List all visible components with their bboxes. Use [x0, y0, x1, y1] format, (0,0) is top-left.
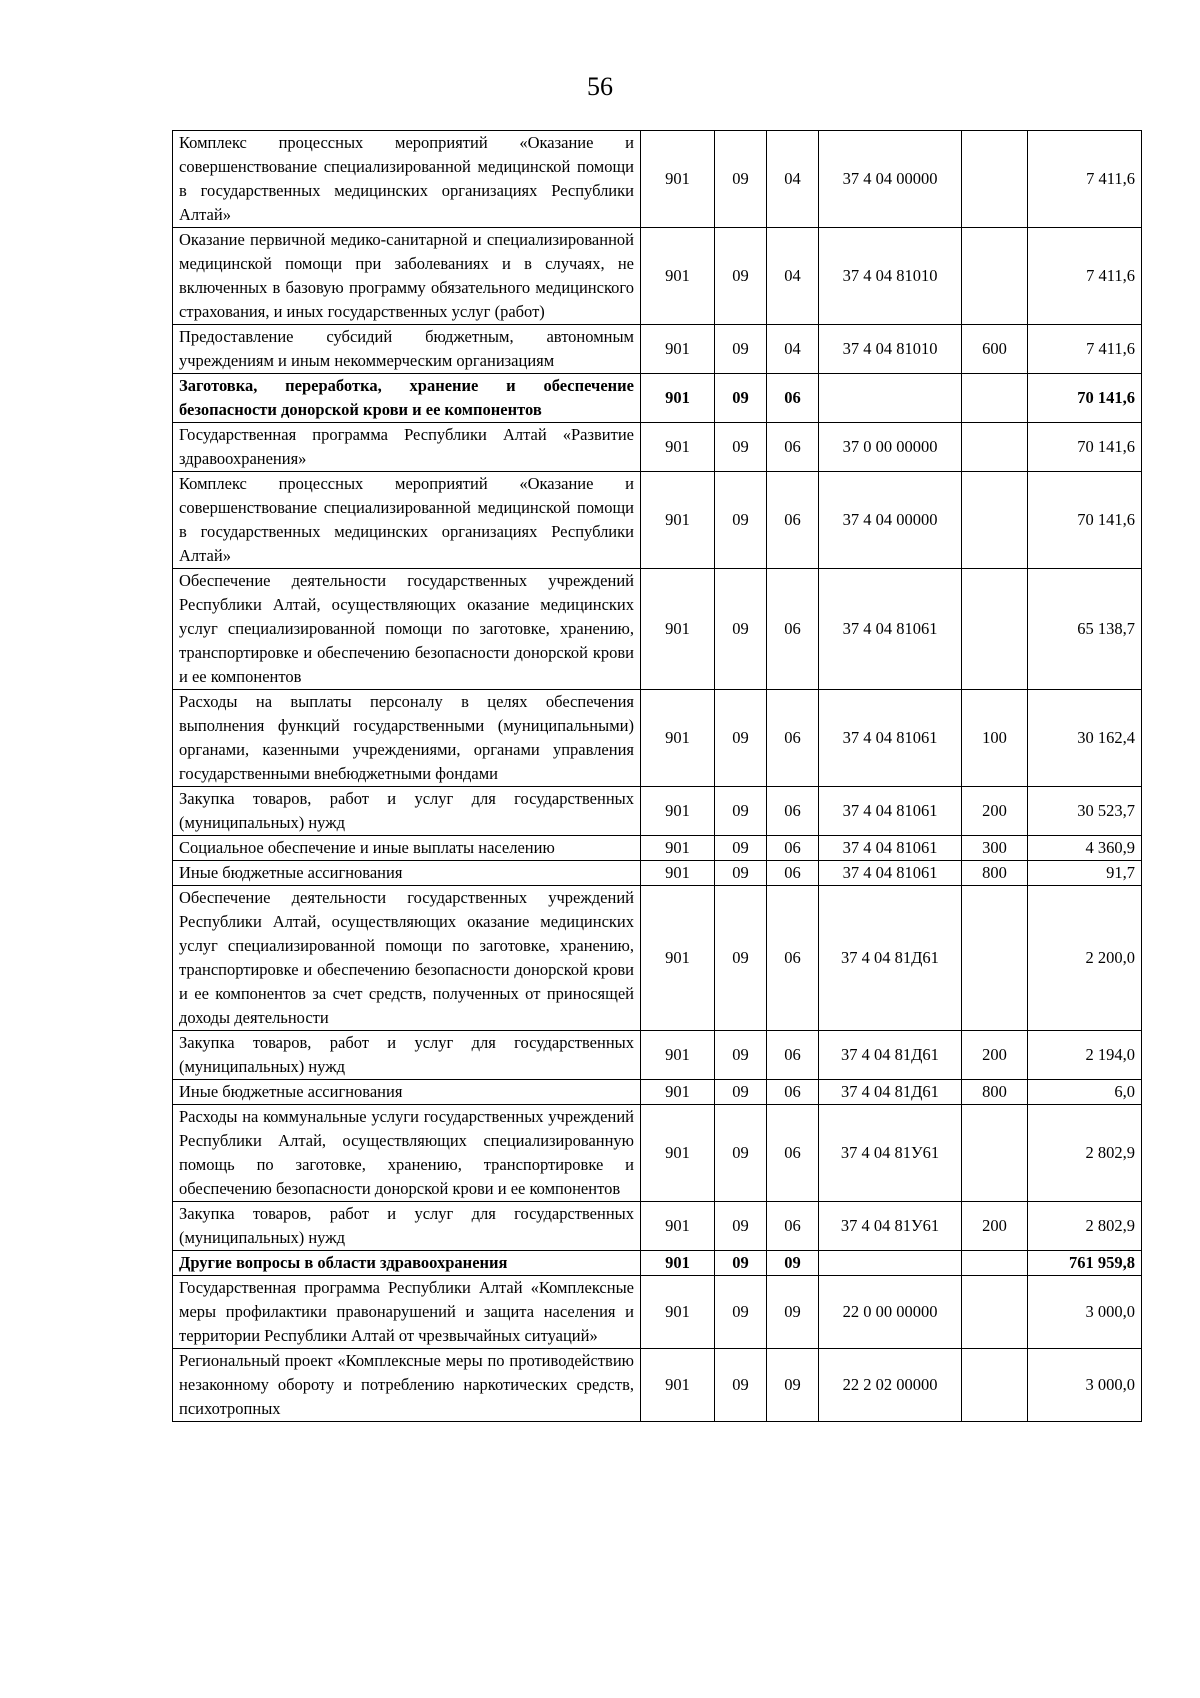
table-row: [173, 569, 1142, 690]
row-expense-type-cell: 300: [962, 836, 1028, 861]
table-row: [173, 228, 1142, 325]
row-name-cell: Государственная программа Республики Алтай «Развитие здравоохранения»: [173, 423, 641, 472]
row-target-article-cell: [819, 1251, 962, 1276]
table-row: [173, 325, 1142, 374]
row-grbs-cell: 901: [641, 861, 715, 886]
row-target-article-cell: 37 0 00 00000: [819, 423, 962, 472]
table-row: [173, 131, 1142, 228]
table-row: [173, 836, 1142, 861]
row-subsection-cell: 06: [767, 374, 819, 423]
table-row: [173, 861, 1142, 886]
row-expense-type-cell: [962, 569, 1028, 690]
row-amount-cell: 761 959,8: [1028, 1251, 1142, 1276]
row-name-cell: Другие вопросы в области здравоохранения: [173, 1251, 641, 1276]
row-amount-cell: 3 000,0: [1028, 1276, 1142, 1349]
row-section-cell: 09: [715, 374, 767, 423]
row-section-cell: 09: [715, 861, 767, 886]
row-subsection-cell: 06: [767, 690, 819, 787]
row-target-article-cell: 37 4 04 81Д61: [819, 1080, 962, 1105]
row-name-cell: Социальное обеспечение и иные выплаты населению: [173, 836, 641, 861]
row-expense-type-cell: 200: [962, 1031, 1028, 1080]
row-section-cell: 09: [715, 423, 767, 472]
row-grbs-cell: 901: [641, 886, 715, 1031]
row-target-article-cell: 37 4 04 81061: [819, 787, 962, 836]
row-amount-cell: 4 360,9: [1028, 836, 1142, 861]
table-row: [173, 1251, 1142, 1276]
row-expense-type-cell: [962, 472, 1028, 569]
row-subsection-cell: 06: [767, 1105, 819, 1202]
row-name-cell: Комплекс процессных мероприятий «Оказание и совершенствование специализированной медицинской помощи в государственных медицинских организациях Республики Алтай»: [173, 472, 641, 569]
row-name-cell: Обеспечение деятельности государственных учреждений Республики Алтай, осуществляющих оказание медицинских услуг специализированной помощи по заготовке, хранению, транспортировке и обеспечению безопасности донорской крови и ее компонентов: [173, 569, 641, 690]
row-subsection-cell: 09: [767, 1276, 819, 1349]
row-grbs-cell: 901: [641, 1276, 715, 1349]
row-amount-cell: 6,0: [1028, 1080, 1142, 1105]
row-grbs-cell: 901: [641, 423, 715, 472]
row-name-cell: Предоставление субсидий бюджетным, автономным учреждениям и иным некоммерческим организациям: [173, 325, 641, 374]
row-amount-cell: 2 802,9: [1028, 1202, 1142, 1251]
row-grbs-cell: 901: [641, 690, 715, 787]
row-grbs-cell: 901: [641, 131, 715, 228]
row-section-cell: 09: [715, 1105, 767, 1202]
row-subsection-cell: 06: [767, 861, 819, 886]
row-target-article-cell: 37 4 04 81061: [819, 861, 962, 886]
row-name-cell: Государственная программа Республики Алтай «Комплексные меры профилактики правонарушений и защита населения и территории Республики Алтай от чрезвычайных ситуаций»: [173, 1276, 641, 1349]
row-subsection-cell: 06: [767, 836, 819, 861]
table-row: [173, 1276, 1142, 1349]
row-subsection-cell: 06: [767, 1031, 819, 1080]
row-section-cell: 09: [715, 472, 767, 569]
row-grbs-cell: 901: [641, 836, 715, 861]
row-subsection-cell: 04: [767, 228, 819, 325]
row-target-article-cell: [819, 374, 962, 423]
row-target-article-cell: 37 4 04 81061: [819, 569, 962, 690]
row-grbs-cell: 901: [641, 1349, 715, 1422]
row-grbs-cell: 901: [641, 1251, 715, 1276]
table-row: [173, 1349, 1142, 1422]
row-subsection-cell: 06: [767, 1202, 819, 1251]
row-expense-type-cell: [962, 131, 1028, 228]
row-name-cell: Иные бюджетные ассигнования: [173, 861, 641, 886]
row-expense-type-cell: [962, 1105, 1028, 1202]
row-expense-type-cell: [962, 228, 1028, 325]
row-expense-type-cell: 800: [962, 1080, 1028, 1105]
row-section-cell: 09: [715, 690, 767, 787]
row-subsection-cell: 09: [767, 1251, 819, 1276]
table-row: [173, 423, 1142, 472]
table-row: [173, 886, 1142, 1031]
row-amount-cell: 30 523,7: [1028, 787, 1142, 836]
row-name-cell: Комплекс процессных мероприятий «Оказание и совершенствование специализированной медицинской помощи в государственных медицинских организациях Республики Алтай»: [173, 131, 641, 228]
page-number: 56: [587, 72, 613, 101]
row-target-article-cell: 37 4 04 81Д61: [819, 886, 962, 1031]
row-expense-type-cell: [962, 1251, 1028, 1276]
row-expense-type-cell: [962, 423, 1028, 472]
row-name-cell: Заготовка, переработка, хранение и обеспечение безопасности донорской крови и ее компонентов: [173, 374, 641, 423]
row-subsection-cell: 06: [767, 472, 819, 569]
row-section-cell: 09: [715, 1080, 767, 1105]
row-grbs-cell: 901: [641, 1080, 715, 1105]
row-target-article-cell: 37 4 04 00000: [819, 472, 962, 569]
row-section-cell: 09: [715, 569, 767, 690]
row-name-cell: Расходы на коммунальные услуги государственных учреждений Республики Алтай, осуществляющих специализированную помощь по заготовке, хранению, транспортировке и обеспечению безопасности донорской крови и ее компонентов: [173, 1105, 641, 1202]
table-row: [173, 787, 1142, 836]
table-row: [173, 690, 1142, 787]
row-subsection-cell: 06: [767, 1080, 819, 1105]
row-name-cell: Региональный проект «Комплексные меры по противодействию незаконному обороту и потреблению наркотических средств, психотропных: [173, 1349, 641, 1422]
row-expense-type-cell: [962, 1349, 1028, 1422]
row-amount-cell: 70 141,6: [1028, 472, 1142, 569]
table-row: [173, 1105, 1142, 1202]
row-name-cell: Оказание первичной медико-санитарной и специализированной медицинской помощи при заболеваниях и в случаях, не включенных в базовую программу обязательного медицинского страхования, и иных государственных услуг (работ): [173, 228, 641, 325]
row-expense-type-cell: [962, 1276, 1028, 1349]
row-grbs-cell: 901: [641, 374, 715, 423]
row-amount-cell: 7 411,6: [1028, 131, 1142, 228]
table-row: [173, 472, 1142, 569]
row-expense-type-cell: 200: [962, 787, 1028, 836]
row-subsection-cell: 06: [767, 569, 819, 690]
row-amount-cell: 70 141,6: [1028, 423, 1142, 472]
row-expense-type-cell: 800: [962, 861, 1028, 886]
row-name-cell: Иные бюджетные ассигнования: [173, 1080, 641, 1105]
row-expense-type-cell: 100: [962, 690, 1028, 787]
row-amount-cell: 2 802,9: [1028, 1105, 1142, 1202]
row-grbs-cell: 901: [641, 472, 715, 569]
row-subsection-cell: 04: [767, 131, 819, 228]
row-section-cell: 09: [715, 836, 767, 861]
row-amount-cell: 30 162,4: [1028, 690, 1142, 787]
row-subsection-cell: 06: [767, 423, 819, 472]
row-grbs-cell: 901: [641, 1105, 715, 1202]
row-target-article-cell: 37 4 04 00000: [819, 131, 962, 228]
row-section-cell: 09: [715, 325, 767, 374]
row-section-cell: 09: [715, 131, 767, 228]
row-section-cell: 09: [715, 1276, 767, 1349]
table-row: [173, 1031, 1142, 1080]
row-section-cell: 09: [715, 1202, 767, 1251]
row-target-article-cell: 22 2 02 00000: [819, 1349, 962, 1422]
row-amount-cell: 65 138,7: [1028, 569, 1142, 690]
row-amount-cell: 7 411,6: [1028, 325, 1142, 374]
row-expense-type-cell: 200: [962, 1202, 1028, 1251]
row-section-cell: 09: [715, 1349, 767, 1422]
row-name-cell: Расходы на выплаты персоналу в целях обеспечения выполнения функций государственными (муниципальными) органами, казенными учреждениями, органами управления государственными внебюджетными фондами: [173, 690, 641, 787]
row-target-article-cell: 37 4 04 81061: [819, 836, 962, 861]
row-subsection-cell: 06: [767, 787, 819, 836]
row-amount-cell: 2 200,0: [1028, 886, 1142, 1031]
row-target-article-cell: 37 4 04 81У61: [819, 1105, 962, 1202]
row-grbs-cell: 901: [641, 228, 715, 325]
budget-table: [172, 130, 1142, 1422]
row-target-article-cell: 37 4 04 81010: [819, 228, 962, 325]
row-subsection-cell: 06: [767, 886, 819, 1031]
row-name-cell: Закупка товаров, работ и услуг для государственных (муниципальных) нужд: [173, 1031, 641, 1080]
row-target-article-cell: 37 4 04 81У61: [819, 1202, 962, 1251]
row-grbs-cell: 901: [641, 787, 715, 836]
row-grbs-cell: 901: [641, 1031, 715, 1080]
row-section-cell: 09: [715, 228, 767, 325]
row-target-article-cell: 37 4 04 81061: [819, 690, 962, 787]
row-amount-cell: 7 411,6: [1028, 228, 1142, 325]
row-grbs-cell: 901: [641, 1202, 715, 1251]
table-row: [173, 1080, 1142, 1105]
row-expense-type-cell: 600: [962, 325, 1028, 374]
row-subsection-cell: 04: [767, 325, 819, 374]
row-section-cell: 09: [715, 1251, 767, 1276]
table-row: [173, 374, 1142, 423]
row-name-cell: Обеспечение деятельности государственных учреждений Республики Алтай, осуществляющих оказание медицинских услуг специализированной помощи по заготовке, хранению, транспортировке и обеспечению безопасности донорской крови и ее компонентов за счет средств, полученных от приносящей доходы деятельности: [173, 886, 641, 1031]
row-name-cell: Закупка товаров, работ и услуг для государственных (муниципальных) нужд: [173, 787, 641, 836]
row-target-article-cell: 37 4 04 81010: [819, 325, 962, 374]
budget-table-body: [173, 131, 1142, 1422]
row-name-cell: Закупка товаров, работ и услуг для государственных (муниципальных) нужд: [173, 1202, 641, 1251]
row-grbs-cell: 901: [641, 569, 715, 690]
row-target-article-cell: 37 4 04 81Д61: [819, 1031, 962, 1080]
row-section-cell: 09: [715, 787, 767, 836]
row-target-article-cell: 22 0 00 00000: [819, 1276, 962, 1349]
row-section-cell: 09: [715, 1031, 767, 1080]
row-section-cell: 09: [715, 886, 767, 1031]
table-row: [173, 1202, 1142, 1251]
row-subsection-cell: 09: [767, 1349, 819, 1422]
row-amount-cell: 70 141,6: [1028, 374, 1142, 423]
row-expense-type-cell: [962, 374, 1028, 423]
row-amount-cell: 91,7: [1028, 861, 1142, 886]
row-expense-type-cell: [962, 886, 1028, 1031]
row-grbs-cell: 901: [641, 325, 715, 374]
row-amount-cell: 3 000,0: [1028, 1349, 1142, 1422]
row-amount-cell: 2 194,0: [1028, 1031, 1142, 1080]
